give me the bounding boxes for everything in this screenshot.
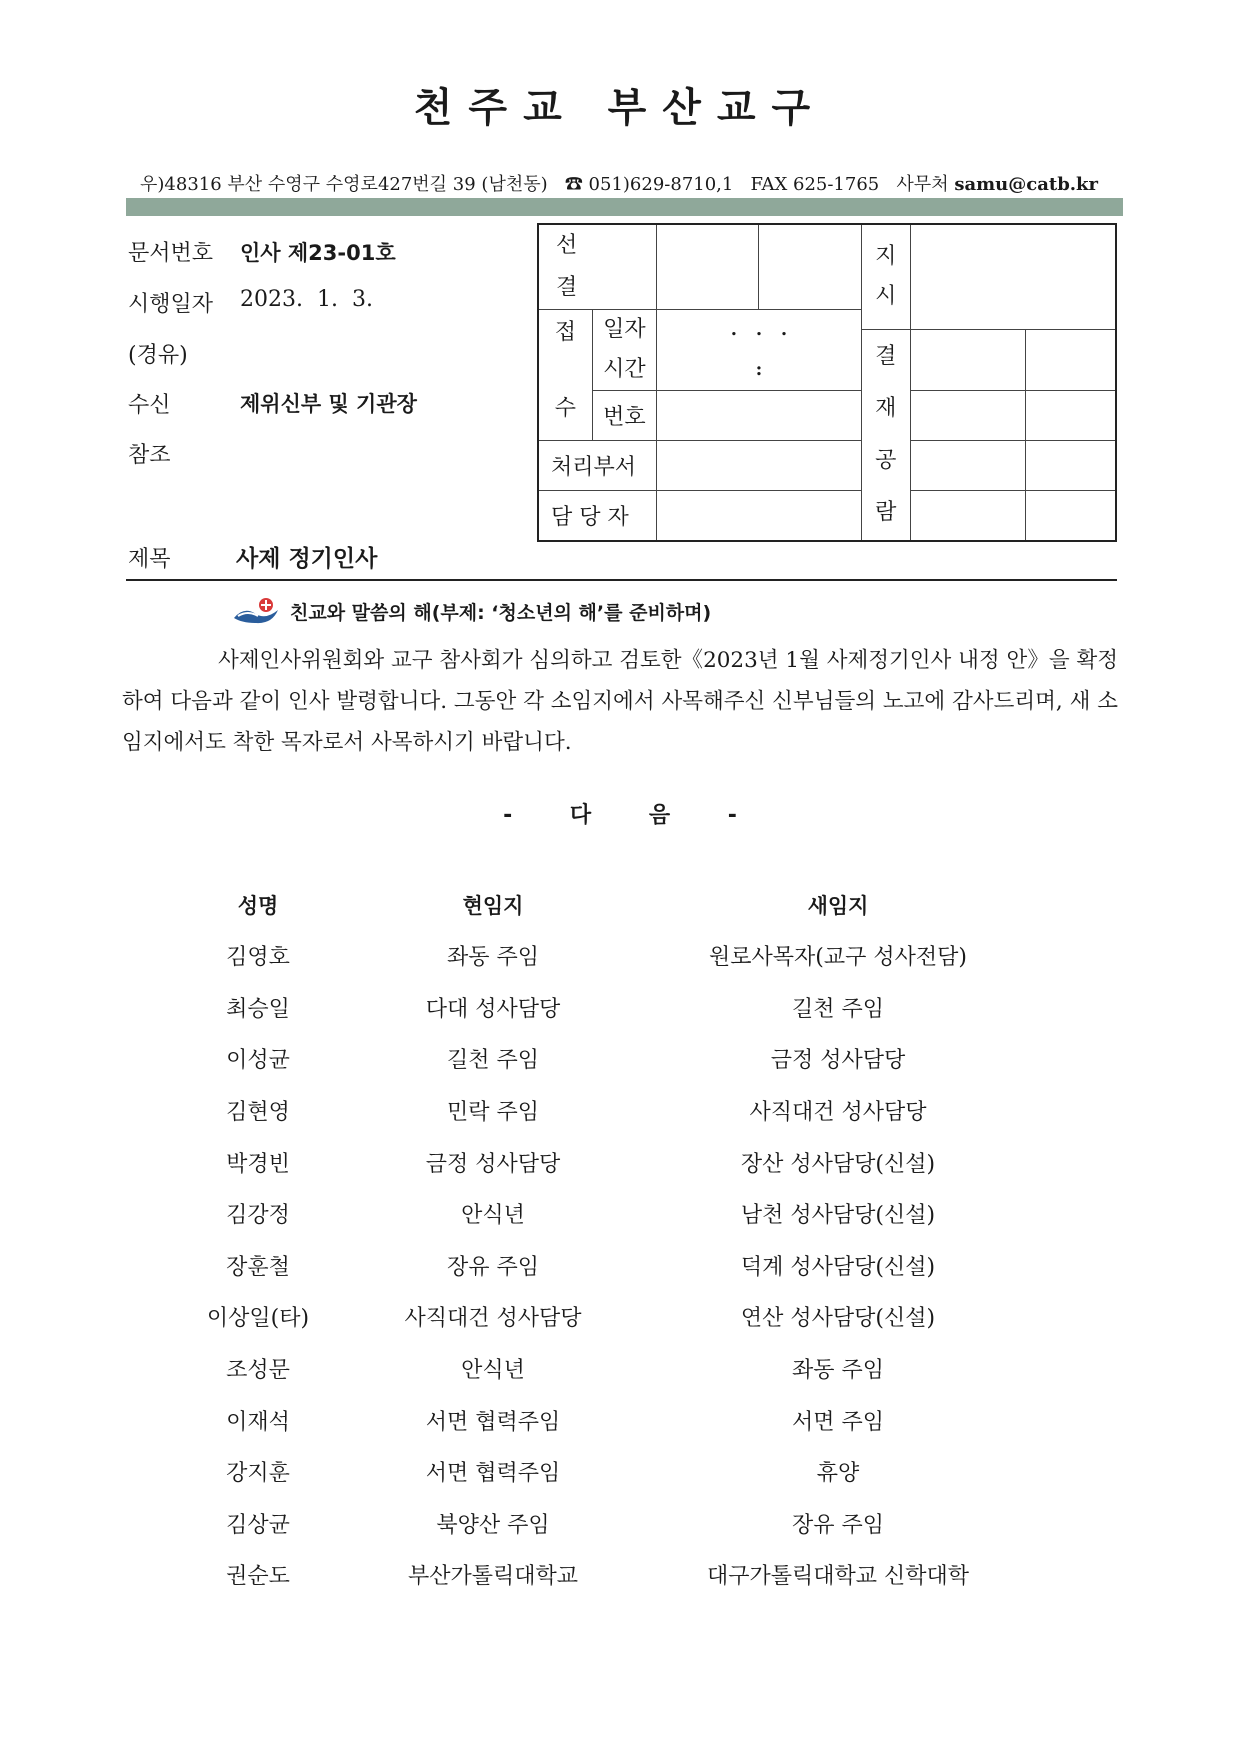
phone-icon: ☎ <box>564 174 583 195</box>
approval-cell <box>910 330 1026 391</box>
subject-divider <box>126 579 1117 581</box>
approval-box <box>537 223 1117 542</box>
table-row <box>158 1549 1048 1601</box>
diocese-logo-icon <box>232 596 280 626</box>
table-row <box>158 1033 1048 1085</box>
cell-current-post: 서면 협력주임 <box>425 1409 561 1435</box>
table-row <box>158 1085 1048 1137</box>
recipient-label: 수신 <box>128 393 171 418</box>
cell-name: 권순도 <box>226 1564 290 1590</box>
via-label: (경유) <box>128 343 188 368</box>
table-row <box>158 1394 1048 1446</box>
cell-current-post: 좌동 주임 <box>446 945 539 971</box>
motto-text: 친교와 말씀의 해(부제: ‘청소년의 해’를 준비하며) <box>290 601 712 624</box>
body-paragraph: 사제인사위원회와 교구 참사회가 심의하고 검토한《2023년 1월 사제정기인사 내정 안》을 확정하여 다음과 같이 인사 발령합니다. 그동안 각 소임지에서 사목해주신 신부님들의 노고에 감사드리며, 새 소임지에서도 착한 목자로서 사목하시기 바랍니다. <box>122 648 1118 755</box>
cell-name: 박경빈 <box>226 1151 290 1177</box>
table-header-row <box>158 880 1048 930</box>
table-row <box>158 1240 1048 1292</box>
approval-cell <box>1026 491 1116 541</box>
cell-name: 강지훈 <box>226 1461 290 1487</box>
table-row <box>158 1291 1048 1343</box>
cell-new-post: 대구가톨릭대학교 신학대학 <box>706 1564 970 1590</box>
approval-cell <box>1026 330 1116 391</box>
date-time-cell: . . . : <box>657 310 862 391</box>
table-row <box>158 982 1048 1034</box>
following-heading: - 다 음 - <box>503 803 737 828</box>
processing-dept-cell <box>657 441 862 491</box>
cell-current-post: 안식년 <box>461 1203 525 1229</box>
cell-current-post: 장유 주임 <box>446 1254 539 1280</box>
date-time-label: 일자 시간 <box>592 310 657 391</box>
column-header-name: 성명 <box>237 894 279 918</box>
number-cell <box>657 391 862 441</box>
approval-cell <box>1026 391 1116 441</box>
table-row <box>158 930 1048 982</box>
seongyeol-cell-1 <box>657 224 759 310</box>
cell-name: 조성문 <box>226 1358 290 1384</box>
document-title: 천주교 부산교구 <box>413 85 827 131</box>
letterhead-contact <box>140 170 1098 196</box>
cell-current-post: 북양산 주임 <box>436 1512 550 1538</box>
cell-current-post: 안식년 <box>461 1358 525 1384</box>
table-row <box>158 1446 1048 1498</box>
column-header-new: 새임지 <box>807 894 869 918</box>
cell-name: 김상균 <box>226 1512 290 1538</box>
issue-date: 2023. 1. 3. <box>240 287 373 312</box>
recipient: 제위신부 및 기관장 <box>240 392 417 416</box>
processing-dept-label: 처리부서 <box>538 441 657 491</box>
cell-current-post: 길천 주임 <box>446 1048 539 1074</box>
person-in-charge-label: 담 당 자 <box>538 491 657 541</box>
table-row <box>158 1188 1048 1240</box>
cell-new-post: 서면 주임 <box>791 1409 884 1435</box>
assignment-table <box>158 880 1048 1601</box>
cell-current-post: 부산가톨릭대학교 <box>407 1564 579 1590</box>
cell-new-post: 남천 성사담당(신설) <box>740 1203 936 1229</box>
issue-date-label: 시행일자 <box>128 292 214 317</box>
gyeoljae-gongram-label: 결 재 공 람 <box>861 330 910 541</box>
approval-cell <box>910 491 1026 541</box>
cell-current-post: 민락 주임 <box>446 1100 539 1126</box>
table-row <box>158 1343 1048 1395</box>
office-label: 사무처 <box>896 174 949 195</box>
cell-new-post: 장산 성사담당(신설) <box>740 1151 936 1177</box>
cell-new-post: 사직대건 성사담당 <box>749 1100 927 1126</box>
table-row <box>158 1498 1048 1550</box>
cell-new-post: 금정 성사담당 <box>770 1048 906 1074</box>
jisi-label: 지 시 <box>861 224 910 330</box>
jeopsu-label: 접 수 <box>538 310 592 441</box>
cell-new-post: 원로사목자(교구 성사전담) <box>709 945 967 971</box>
cell-new-post: 연산 성사담당(신설) <box>740 1306 936 1332</box>
cell-current-post: 다대 성사담당 <box>425 996 561 1022</box>
address: 우)48316 부산 수영구 수영로427번길 39 (남천동) <box>140 174 548 195</box>
cell-new-post: 길천 주임 <box>791 996 884 1022</box>
doc-number-label: 문서번호 <box>128 241 214 266</box>
cell-new-post: 좌동 주임 <box>791 1358 884 1384</box>
reference-label: 참조 <box>128 443 171 468</box>
cell-name: 김현영 <box>226 1100 290 1126</box>
number-label: 번호 <box>592 391 657 441</box>
cell-name: 이상일(타) <box>206 1306 310 1332</box>
cell-name: 김영호 <box>226 945 290 971</box>
table-row <box>158 1136 1048 1188</box>
seongyeol-label: 선 결 <box>538 224 657 310</box>
phone-number: 051)629-8710,1 <box>588 174 734 195</box>
cell-new-post: 덕계 성사담당(신설) <box>740 1254 936 1280</box>
subject-label: 제목 <box>128 547 171 572</box>
fax-number: FAX 625-1765 <box>750 174 880 195</box>
approval-cell <box>910 391 1026 441</box>
cell-name: 장훈철 <box>226 1254 290 1280</box>
cell-name: 이재석 <box>226 1409 290 1435</box>
approval-cell <box>1026 441 1116 491</box>
header-divider-bar <box>126 198 1123 216</box>
cell-new-post: 장유 주임 <box>791 1512 884 1538</box>
cell-name: 이성균 <box>226 1048 290 1074</box>
cell-current-post: 금정 성사담당 <box>425 1151 561 1177</box>
approval-cell <box>910 441 1026 491</box>
cell-current-post: 사직대건 성사담당 <box>404 1306 582 1332</box>
seongyeol-cell-2 <box>759 224 861 310</box>
person-in-charge-cell <box>657 491 862 541</box>
doc-number: 인사 제23-01호 <box>240 241 396 265</box>
cell-new-post: 휴양 <box>816 1461 860 1487</box>
cell-name: 최승일 <box>226 996 290 1022</box>
jisi-cell <box>910 224 1116 330</box>
column-header-current: 현임지 <box>462 894 524 918</box>
email-address: samu@catb.kr <box>954 174 1099 195</box>
cell-name: 김강정 <box>226 1203 290 1229</box>
cell-current-post: 서면 협력주임 <box>425 1461 561 1487</box>
year-motto <box>232 596 711 626</box>
subject: 사제 정기인사 <box>236 546 378 572</box>
